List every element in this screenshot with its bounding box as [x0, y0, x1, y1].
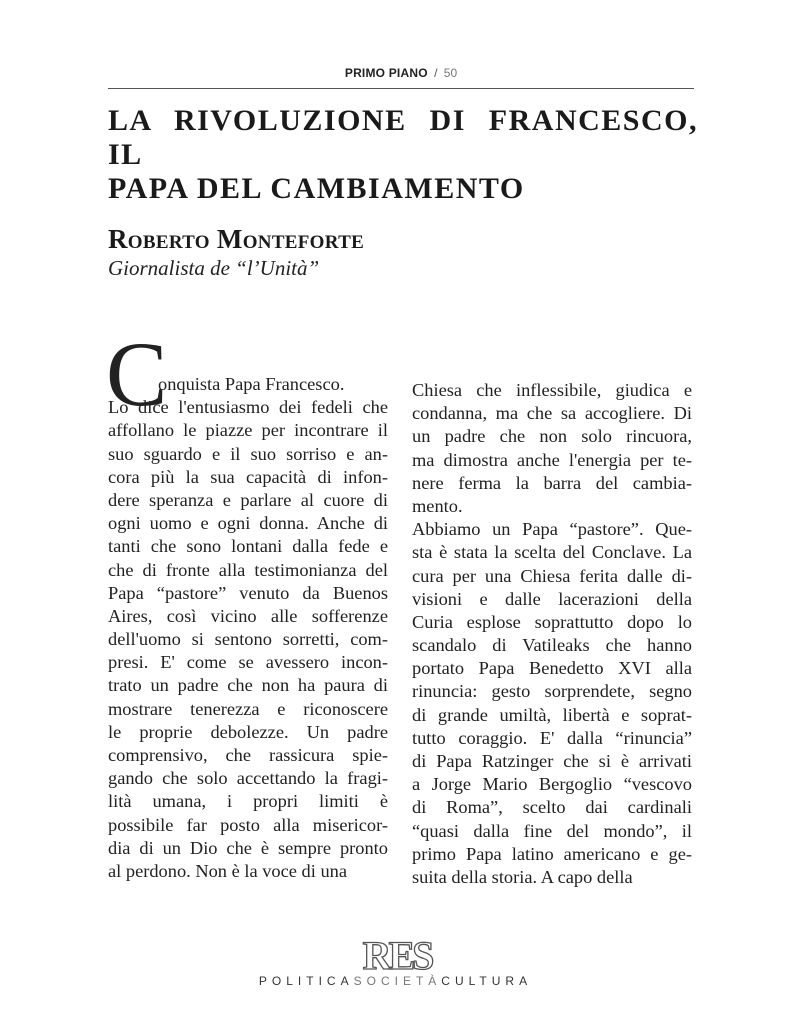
body-line: Papa “pastore” venuto da Buenos	[108, 582, 388, 603]
tagline-politica: POLITICA	[258, 974, 354, 988]
body-line: cura per una Chiesa ferita dalle di-	[412, 565, 692, 586]
body-line: mento.	[412, 495, 463, 516]
body-line: suo sguardo e il suo sorriso e an-	[108, 443, 388, 464]
body-column-right	[412, 379, 692, 889]
body-line: cora più la sua capacità di infon-	[108, 466, 388, 487]
body-column-left	[108, 373, 388, 883]
body-line: un padre che non solo rincuora,	[412, 426, 692, 447]
author-name: Roberto Monteforte	[108, 224, 365, 254]
body-line: affollano le piazze per incontrare il	[108, 420, 388, 441]
body-line: dell'uomo si sentono sorretti, com-	[108, 629, 388, 650]
body-line: che di fronte alla testimonianza del	[108, 559, 388, 580]
body-line: nere ferma la barra del cambia-	[412, 472, 692, 493]
body-line: Chiesa che inflessibile, giudica e	[412, 380, 692, 400]
body-line: possibile far posto alla misericor-	[108, 814, 388, 835]
author-affiliation: Giornalista de “l’Unità”	[108, 256, 320, 280]
body-line: tanti che sono lontani dalla fede e	[108, 536, 388, 557]
header-separator: /	[434, 66, 438, 80]
footer-tagline	[0, 974, 791, 988]
body-line: gando che solo accettando la fragi-	[108, 768, 388, 789]
body-line: comprensivo, che rassicura spie-	[108, 745, 388, 765]
body-line: le proprie debolezze. Un padre	[108, 721, 388, 742]
header-rule	[108, 88, 694, 89]
body-line: di grande umiltà, libertà e soprat-	[412, 704, 692, 725]
body-line: visioni e dalle lacerazioni della	[412, 588, 692, 609]
article-title	[108, 104, 698, 206]
body-line: dere speranza e parlare al cuore di	[108, 489, 388, 510]
body-line: lità umana, i propri limiti è	[108, 791, 388, 812]
logo-text: RES	[362, 936, 432, 976]
running-header	[108, 66, 694, 80]
body-line: suita della storia. A capo della	[412, 866, 633, 887]
body-line: dia di un Dio che è sempre pronto	[108, 837, 388, 858]
body-line: a Jorge Mario Bergoglio “vescovo	[412, 774, 692, 795]
section-label: PRIMO PIANO	[344, 66, 428, 80]
body-line: mostrare tenerezza e riconoscere	[108, 698, 388, 719]
body-line: Curia esplose soprattutto dopo lo	[412, 611, 692, 632]
body-line: tutto coraggio. E' dalla “rinuncia”	[412, 727, 692, 748]
body-line: ogni uomo e ogni donna. Anche di	[108, 513, 388, 534]
body-line: presi. E' come se avessero incon-	[108, 652, 388, 673]
body-line: “quasi dalla fine del mondo”, il	[412, 820, 692, 841]
body-line: condanna, ma che sa accogliere. Di	[412, 403, 692, 424]
body-line: Abbiamo un Papa “pastore”. Que-	[412, 519, 692, 540]
body-line: di Roma”, scelto dai cardinali	[412, 797, 692, 818]
body-line: al perdono. Non è la voce di una	[108, 860, 347, 881]
body-line: portato Papa Benedetto XVI alla	[412, 658, 692, 679]
title-line-2: PAPA DEL CAMBIAMENTO	[108, 172, 525, 205]
body-line: trato un padre che non ha paura di	[108, 675, 388, 696]
body-line: sta è stata la scelta del Conclave. La	[412, 542, 692, 563]
title-line-1: LA RIVOLUZIONE DI FRANCESCO, IL	[108, 104, 698, 171]
body-line: ma dimostra anche l'energia per te-	[412, 449, 692, 470]
body-line: primo Papa latino americano e ge-	[412, 843, 692, 864]
body-line: Lo dice l'entusiasmo dei fedeli che	[108, 397, 388, 418]
drop-cap: C	[106, 323, 168, 425]
tagline-cultura: CULTURA	[441, 974, 533, 988]
page-number: 50	[443, 66, 458, 80]
res-logo	[352, 936, 442, 976]
body-line: onquista Papa Francesco.	[158, 374, 345, 394]
tagline-societa: SOCIETÀ	[353, 974, 442, 988]
body-line: Aires, così vicino alle sofferenze	[108, 605, 388, 626]
body-line: rinuncia: gesto sorprendete, segno	[412, 681, 692, 702]
body-line: di Papa Ratzinger che si è arrivati	[412, 751, 692, 771]
body-line: scandalo di Vatileaks che hanno	[412, 635, 692, 656]
